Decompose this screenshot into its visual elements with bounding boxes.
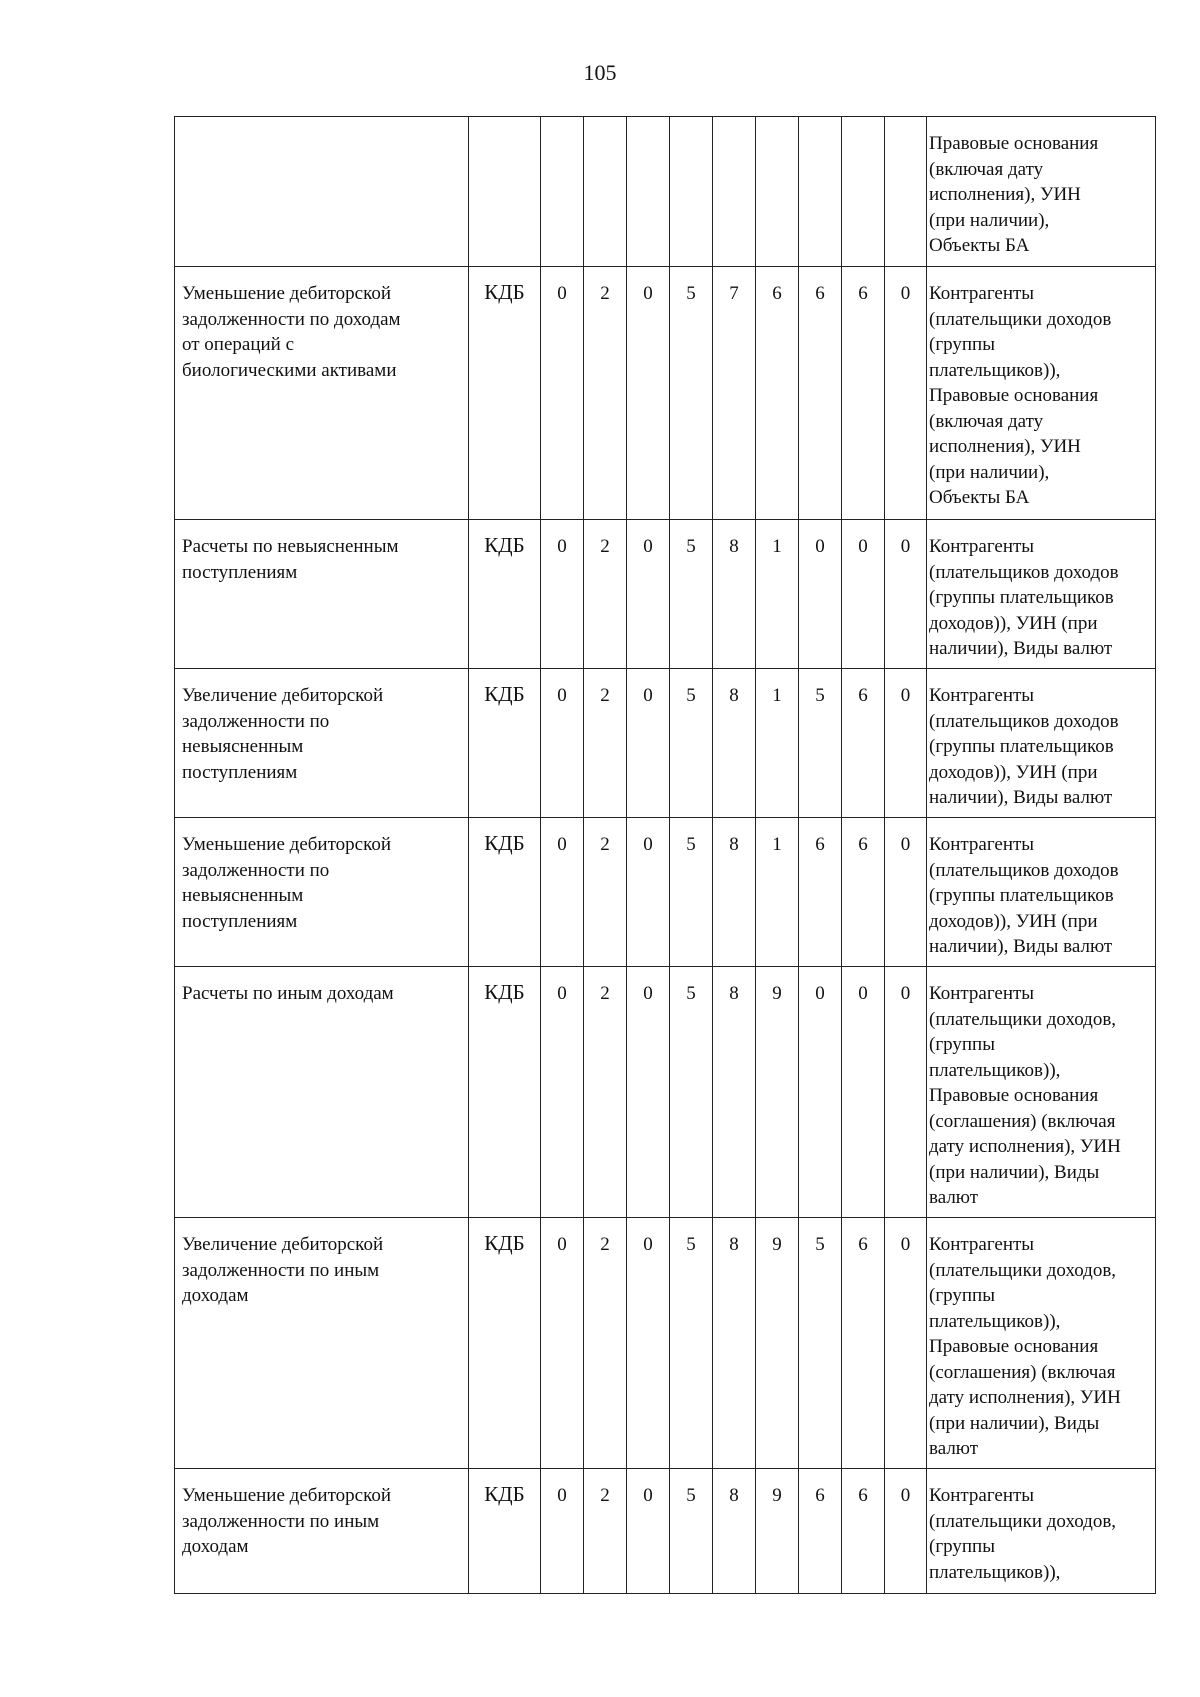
account-digit: [756, 117, 799, 267]
account-digit: 5: [670, 267, 713, 520]
row-analytics: [927, 1218, 1156, 1469]
analytics-line: (плательщики доходов,: [929, 1510, 1117, 1532]
account-digit: 0: [885, 267, 927, 520]
description-line: от операций с: [182, 334, 295, 355]
description-line: Уменьшение дебиторской: [182, 283, 392, 304]
description-line: задолженности по иным: [182, 1510, 380, 1532]
description-line: Расчеты по иным доходам: [182, 983, 394, 1004]
analytics-line: Правовые основания: [929, 133, 1099, 154]
account-digit: 0: [627, 818, 670, 967]
account-digit: 8: [713, 520, 756, 669]
row-analytics: [927, 267, 1156, 520]
description-line: невыясненным: [182, 736, 304, 757]
account-digit: 0: [627, 267, 670, 520]
row-code: КДБ: [469, 520, 541, 669]
description-line: биологическими активами: [182, 359, 397, 381]
account-digit: 8: [713, 669, 756, 818]
account-digit: 0: [885, 1218, 927, 1469]
description-line: Расчеты по невыясненным: [182, 536, 399, 557]
account-digit: 2: [584, 818, 627, 967]
account-digit: 5: [799, 669, 842, 818]
analytics-line: (включая дату: [929, 158, 1044, 180]
description-line: доходам: [182, 1285, 249, 1306]
analytics-line: Контрагенты: [929, 1485, 1035, 1506]
account-digit: 9: [756, 1469, 799, 1594]
analytics-line: (группы: [929, 334, 995, 355]
account-digit: 2: [584, 1469, 627, 1594]
analytics-line: (группы: [929, 1034, 995, 1055]
table-row: [175, 520, 1156, 669]
analytics-line: доходов)), УИН (при: [929, 612, 1098, 634]
account-digit: [670, 117, 713, 267]
analytics-line: валют: [929, 1187, 979, 1208]
account-digit: 5: [670, 818, 713, 967]
analytics-line: доходов)), УИН (при: [929, 761, 1098, 783]
row-description: [175, 267, 469, 520]
analytics-line: (при наличии),: [929, 209, 1050, 231]
analytics-line: (плательщиков доходов: [929, 561, 1119, 583]
account-digit: 8: [713, 1218, 756, 1469]
row-description: [175, 1469, 469, 1594]
analytics-line: (группы: [929, 1536, 995, 1557]
row-code: КДБ: [469, 818, 541, 967]
account-digit: 2: [584, 267, 627, 520]
account-digit: 6: [799, 267, 842, 520]
analytics-line: плательщиков)),: [929, 359, 1061, 381]
account-digit: 2: [584, 669, 627, 818]
row-code: КДБ: [469, 1469, 541, 1594]
account-digit: [713, 117, 756, 267]
analytics-line: Контрагенты: [929, 1234, 1035, 1255]
table-row: [175, 967, 1156, 1218]
account-digit: 7: [713, 267, 756, 520]
account-digit: 2: [584, 520, 627, 669]
analytics-line: (плательщики доходов: [929, 308, 1112, 330]
table-row: [175, 267, 1156, 520]
account-digit: 8: [713, 1469, 756, 1594]
account-digit: [885, 117, 927, 267]
account-digit: 5: [670, 1218, 713, 1469]
row-code: КДБ: [469, 967, 541, 1218]
analytics-line: (плательщиков доходов: [929, 859, 1119, 881]
account-digit: 6: [756, 267, 799, 520]
account-digit: 1: [756, 818, 799, 967]
account-digit: 5: [670, 669, 713, 818]
account-digit: 2: [584, 1218, 627, 1469]
account-digit: 0: [799, 520, 842, 669]
analytics-line: дату исполнения), УИН: [929, 1387, 1121, 1408]
account-digit: 0: [885, 967, 927, 1218]
table-row: [175, 1218, 1156, 1469]
analytics-line: (плательщики доходов,: [929, 1008, 1117, 1030]
accounts-table: [174, 116, 1156, 1594]
account-digit: [541, 117, 584, 267]
analytics-line: Контрагенты: [929, 536, 1035, 557]
analytics-line: Правовые основания: [929, 1085, 1099, 1106]
description-line: Увеличение дебиторской: [182, 685, 384, 706]
analytics-line: валют: [929, 1438, 979, 1459]
row-code: КДБ: [469, 267, 541, 520]
description-line: доходам: [182, 1536, 249, 1557]
row-description: [175, 818, 469, 967]
table-row: [175, 818, 1156, 967]
account-digit: [799, 117, 842, 267]
description-line: задолженности по: [182, 859, 330, 881]
account-digit: 5: [670, 520, 713, 669]
analytics-line: (группы: [929, 1285, 995, 1306]
analytics-line: (при наличии),: [929, 461, 1050, 483]
analytics-line: дату исполнения), УИН: [929, 1136, 1121, 1157]
account-digit: [584, 117, 627, 267]
row-analytics: [927, 967, 1156, 1218]
analytics-line: Объекты БА: [929, 235, 1030, 256]
analytics-line: Правовые основания: [929, 1336, 1099, 1357]
row-code: КДБ: [469, 1218, 541, 1469]
row-code: [469, 117, 541, 267]
account-digit: 0: [885, 818, 927, 967]
analytics-line: (при наличии), Виды: [929, 1161, 1100, 1183]
account-digit: 6: [842, 267, 885, 520]
row-description: [175, 117, 469, 267]
analytics-line: (группы плательщиков: [929, 736, 1114, 757]
analytics-line: Правовые основания: [929, 385, 1099, 406]
row-analytics: [927, 669, 1156, 818]
row-description: [175, 520, 469, 669]
account-digit: 6: [799, 818, 842, 967]
analytics-line: наличии), Виды валют: [929, 936, 1113, 957]
analytics-line: Объекты БА: [929, 487, 1030, 508]
account-digit: 0: [627, 967, 670, 1218]
account-digit: 9: [756, 1218, 799, 1469]
description-line: Уменьшение дебиторской: [182, 834, 392, 855]
analytics-line: Контрагенты: [929, 834, 1035, 855]
analytics-line: (включая дату: [929, 410, 1044, 432]
account-digit: 0: [541, 669, 584, 818]
account-digit: [842, 117, 885, 267]
account-digit: 6: [842, 669, 885, 818]
description-line: поступлениям: [182, 561, 298, 583]
account-digit: 5: [670, 1469, 713, 1594]
account-digit: 0: [627, 669, 670, 818]
account-digit: 0: [541, 967, 584, 1218]
analytics-line: (соглашения) (включая: [929, 1361, 1116, 1383]
account-digit: 6: [799, 1469, 842, 1594]
account-digit: 0: [627, 1469, 670, 1594]
account-digit: 0: [885, 1469, 927, 1594]
table-body: [175, 117, 1156, 1594]
account-digit: 0: [885, 669, 927, 818]
account-digit: 8: [713, 967, 756, 1218]
table-row: [175, 1469, 1156, 1594]
analytics-line: исполнения), УИН: [929, 436, 1081, 457]
analytics-line: доходов)), УИН (при: [929, 910, 1098, 932]
account-digit: 0: [627, 1218, 670, 1469]
account-digit: 0: [885, 520, 927, 669]
analytics-line: наличии), Виды валют: [929, 787, 1113, 808]
description-line: Увеличение дебиторской: [182, 1234, 384, 1255]
account-digit: 8: [713, 818, 756, 967]
account-digit: 0: [541, 267, 584, 520]
account-digit: 6: [842, 1469, 885, 1594]
analytics-line: наличии), Виды валют: [929, 638, 1113, 659]
account-digit: 1: [756, 669, 799, 818]
analytics-line: (группы плательщиков: [929, 587, 1114, 608]
analytics-line: (при наличии), Виды: [929, 1412, 1100, 1434]
analytics-line: плательщиков)),: [929, 1059, 1061, 1081]
analytics-line: плательщиков)),: [929, 1310, 1061, 1332]
row-analytics: [927, 818, 1156, 967]
account-digit: 0: [842, 520, 885, 669]
table-row: [175, 669, 1156, 818]
description-line: поступлениям: [182, 761, 298, 783]
description-line: задолженности по иным: [182, 1259, 380, 1281]
account-digit: 2: [584, 967, 627, 1218]
account-digit: 5: [799, 1218, 842, 1469]
account-digit: 6: [842, 1218, 885, 1469]
account-digit: 0: [842, 967, 885, 1218]
analytics-line: Контрагенты: [929, 283, 1035, 304]
analytics-line: исполнения), УИН: [929, 184, 1081, 205]
analytics-line: (группы плательщиков: [929, 885, 1114, 906]
account-digit: 1: [756, 520, 799, 669]
row-description: [175, 1218, 469, 1469]
account-digit: 5: [670, 967, 713, 1218]
account-digit: 9: [756, 967, 799, 1218]
row-description: [175, 967, 469, 1218]
account-digit: 0: [541, 1469, 584, 1594]
account-digit: 0: [627, 520, 670, 669]
description-line: задолженности по: [182, 710, 330, 732]
table-row: [175, 117, 1156, 267]
account-digit: 0: [541, 818, 584, 967]
row-analytics: [927, 520, 1156, 669]
row-analytics: [927, 117, 1156, 267]
description-line: задолженности по доходам: [182, 308, 401, 330]
description-line: Уменьшение дебиторской: [182, 1485, 392, 1506]
account-digit: 0: [541, 520, 584, 669]
row-description: [175, 669, 469, 818]
account-digit: 0: [799, 967, 842, 1218]
analytics-line: плательщиков)),: [929, 1561, 1061, 1583]
analytics-line: (соглашения) (включая: [929, 1110, 1116, 1132]
page-number: 105: [583, 60, 617, 85]
row-analytics: [927, 1469, 1156, 1594]
description-line: поступлениям: [182, 910, 298, 932]
account-digit: [627, 117, 670, 267]
analytics-line: (плательщиков доходов: [929, 710, 1119, 732]
account-digit: 0: [541, 1218, 584, 1469]
analytics-line: (плательщики доходов,: [929, 1259, 1117, 1281]
row-code: КДБ: [469, 669, 541, 818]
account-digit: 6: [842, 818, 885, 967]
analytics-line: Контрагенты: [929, 983, 1035, 1004]
description-line: невыясненным: [182, 885, 304, 906]
analytics-line: Контрагенты: [929, 685, 1035, 706]
